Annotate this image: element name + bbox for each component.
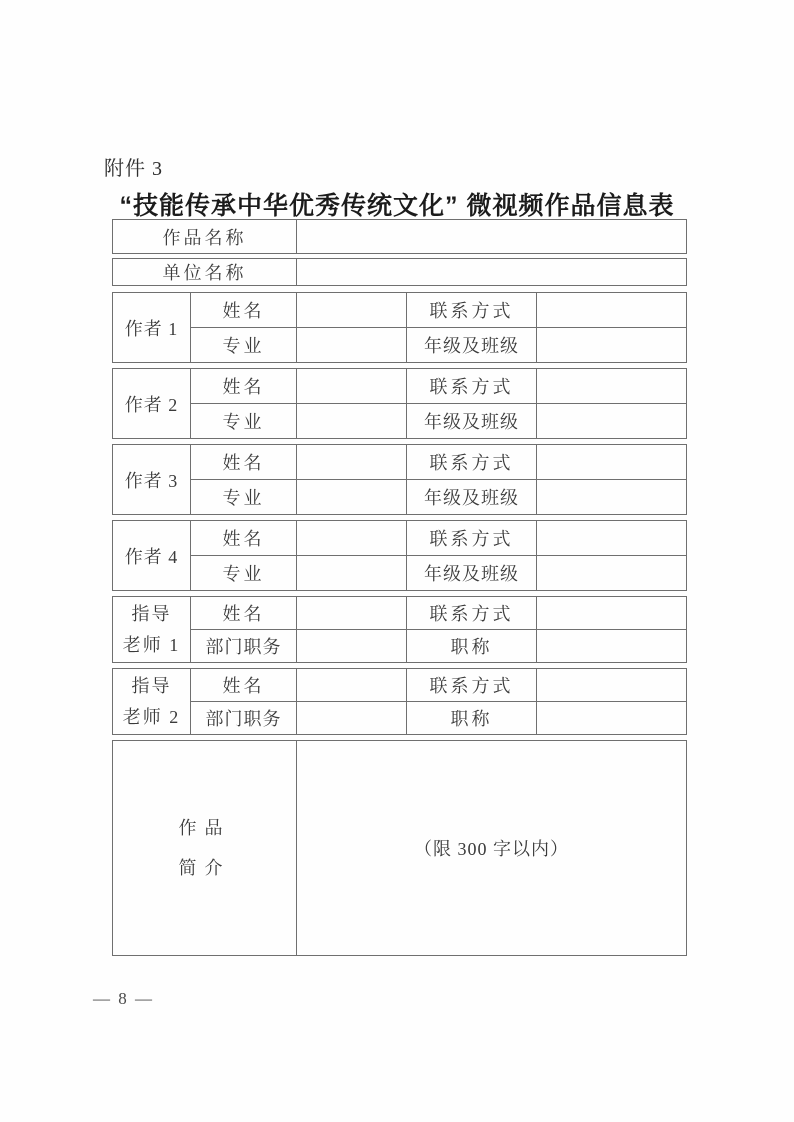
grade-class-field-label: 年级及班级: [407, 556, 537, 591]
work-name-section: [112, 219, 687, 254]
attachment-label: 附件 3: [104, 158, 163, 180]
advisor-2-department-position-cell: [297, 702, 407, 735]
table-row: [113, 445, 687, 480]
table-row: [113, 328, 687, 363]
author-2-grade-class-cell: [537, 404, 687, 439]
advisor-2-contact-cell: [537, 669, 687, 702]
author-3-name-cell: [297, 445, 407, 480]
table-row: [113, 369, 687, 404]
summary-label-line2: 简介: [178, 858, 231, 878]
contact-field-label: 联系方式: [407, 369, 537, 404]
grade-class-field-label: 年级及班级: [407, 480, 537, 515]
author-4-group-label: 作者 4: [113, 521, 191, 591]
table-row: [113, 521, 687, 556]
unit-name-section: [112, 258, 687, 286]
advisor-1-section: [112, 596, 687, 663]
major-field-label: 专业: [191, 404, 297, 439]
advisor-1-group-label-line1: 指导: [131, 603, 172, 624]
unit-name-value-cell: [297, 259, 687, 286]
author-3-major-cell: [297, 480, 407, 515]
advisor-2-group-label-line2: 老师 2: [122, 706, 181, 727]
name-field-label: 姓名: [191, 597, 297, 630]
table-row: [113, 259, 687, 286]
author-1-contact-cell: [537, 293, 687, 328]
table-row: [113, 669, 687, 702]
name-field-label: 姓名: [191, 369, 297, 404]
table-row: [113, 702, 687, 735]
author-3-group-label: 作者 3: [113, 445, 191, 515]
advisor-2-section: [112, 668, 687, 735]
author-4-grade-class-cell: [537, 556, 687, 591]
grade-class-field-label: 年级及班级: [407, 404, 537, 439]
contact-field-label: 联系方式: [407, 669, 537, 702]
advisor-2-group-label: [113, 669, 191, 735]
name-field-label: 姓名: [191, 445, 297, 480]
author-1-section: [112, 292, 687, 363]
author-2-contact-cell: [537, 369, 687, 404]
author-4-contact-cell: [537, 521, 687, 556]
advisor-1-group-label: [113, 597, 191, 663]
author-4-section: [112, 520, 687, 591]
author-3-contact-cell: [537, 445, 687, 480]
author-2-group-label: 作者 2: [113, 369, 191, 439]
author-1-name-cell: [297, 293, 407, 328]
summary-value-cell: [297, 741, 687, 956]
table-row: [113, 556, 687, 591]
table-row: [113, 293, 687, 328]
advisor-1-contact-cell: [537, 597, 687, 630]
page-number: — 8 —: [93, 989, 154, 1008]
author-4-major-cell: [297, 556, 407, 591]
unit-name-label: 单位名称: [113, 259, 297, 286]
grade-class-field-label: 年级及班级: [407, 328, 537, 363]
summary-section: [112, 740, 687, 956]
department-position-field-label: 部门职务: [191, 702, 297, 735]
advisor-1-professional-title-cell: [537, 630, 687, 663]
major-field-label: 专业: [191, 480, 297, 515]
info-table: [112, 219, 686, 956]
table-row: [113, 597, 687, 630]
table-row: [113, 404, 687, 439]
table-row: [113, 220, 687, 254]
author-3-grade-class-cell: [537, 480, 687, 515]
work-name-label: 作品名称: [113, 220, 297, 254]
department-position-field-label: 部门职务: [191, 630, 297, 663]
name-field-label: 姓名: [191, 293, 297, 328]
author-1-group-label: 作者 1: [113, 293, 191, 363]
professional-title-field-label: 职称: [407, 630, 537, 663]
author-2-major-cell: [297, 404, 407, 439]
table-row: [113, 480, 687, 515]
name-field-label: 姓名: [191, 669, 297, 702]
contact-field-label: 联系方式: [407, 293, 537, 328]
table-row: [113, 630, 687, 663]
author-1-grade-class-cell: [537, 328, 687, 363]
form-title: “技能传承中华优秀传统文化” 微视频作品信息表: [119, 192, 675, 220]
professional-title-field-label: 职称: [407, 702, 537, 735]
advisor-2-name-cell: [297, 669, 407, 702]
major-field-label: 专业: [191, 556, 297, 591]
table-row: [113, 741, 687, 956]
contact-field-label: 联系方式: [407, 597, 537, 630]
summary-hint: （限 300 字以内）: [414, 839, 569, 859]
author-1-major-cell: [297, 328, 407, 363]
author-4-name-cell: [297, 521, 407, 556]
summary-label: [113, 741, 297, 956]
advisor-2-group-label-line1: 指导: [131, 675, 172, 696]
work-name-value-cell: [297, 220, 687, 254]
summary-label-line1: 作品: [178, 818, 231, 838]
contact-field-label: 联系方式: [407, 521, 537, 556]
author-2-section: [112, 368, 687, 439]
author-3-section: [112, 444, 687, 515]
advisor-2-professional-title-cell: [537, 702, 687, 735]
contact-field-label: 联系方式: [407, 445, 537, 480]
advisor-1-group-label-line2: 老师 1: [122, 634, 181, 655]
author-2-name-cell: [297, 369, 407, 404]
advisor-1-department-position-cell: [297, 630, 407, 663]
major-field-label: 专业: [191, 328, 297, 363]
name-field-label: 姓名: [191, 521, 297, 556]
advisor-1-name-cell: [297, 597, 407, 630]
